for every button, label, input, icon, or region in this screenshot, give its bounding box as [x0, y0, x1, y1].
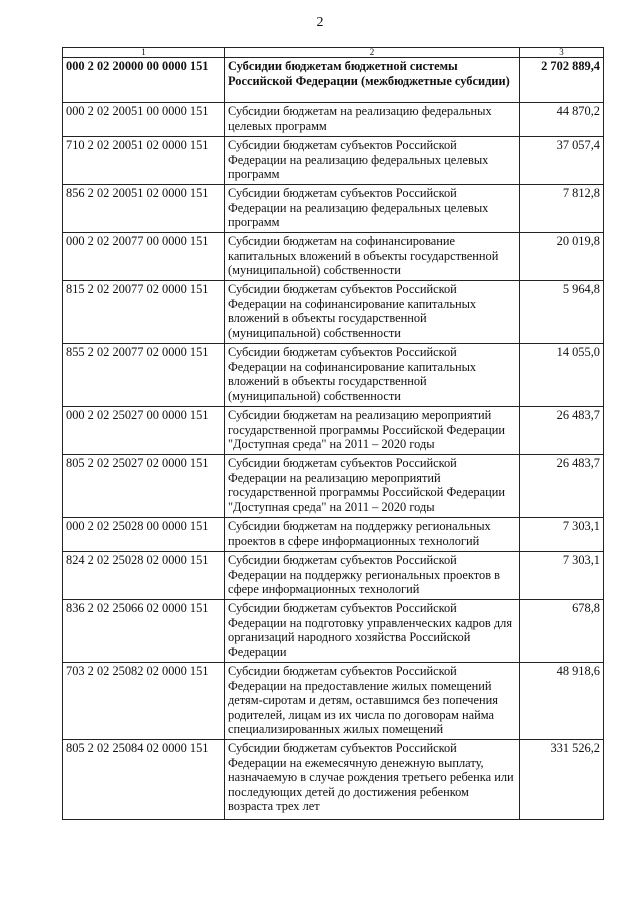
table-row [63, 518, 604, 552]
page-number: 2 [316, 15, 324, 30]
table-row [63, 740, 604, 820]
revenue-item-name: Субсидии бюджетам субъектов Российской Федерации на софинансирование капитальных вложений в объекты государственной (муниципальной) собственности [225, 344, 520, 407]
budget-classification-code: 000 2 02 20000 00 0000 151 [63, 58, 225, 103]
revenue-item-name: Субсидии бюджетам субъектов Российской Федерации на реализацию мероприятий государственной программы Российской Федерации "Доступная среда" на 2011 – 2020 годы [225, 455, 520, 518]
revenue-item-name: Субсидии бюджетам на поддержку региональных проектов в сфере информационных технологий [225, 518, 520, 552]
budget-classification-code: 703 2 02 25082 02 0000 151 [63, 663, 225, 740]
budget-classification-code: 000 2 02 25027 00 0000 151 [63, 407, 225, 455]
revenue-item-name: Субсидии бюджетам субъектов Российской Федерации на подготовку управленческих кадров для организаций народного хозяйства Российской Федерации [225, 600, 520, 663]
revenue-item-name: Субсидии бюджетам субъектов Российской Федерации на реализацию федеральных целевых программ [225, 185, 520, 233]
table-row [63, 600, 604, 663]
budget-classification-code: 824 2 02 25028 02 0000 151 [63, 552, 225, 600]
budget-classification-code: 856 2 02 20051 02 0000 151 [63, 185, 225, 233]
amount-value: 37 057,4 [520, 137, 604, 185]
budget-classification-code: 000 2 02 20051 00 0000 151 [63, 103, 225, 137]
amount-value: 26 483,7 [520, 407, 604, 455]
budget-revenue-table [62, 47, 604, 820]
amount-value: 26 483,7 [520, 455, 604, 518]
budget-classification-code: 836 2 02 25066 02 0000 151 [63, 600, 225, 663]
revenue-item-name: Субсидии бюджетам субъектов Российской Федерации на софинансирование капитальных вложений в объекты государственной (муниципальной) собственности [225, 281, 520, 344]
amount-value: 14 055,0 [520, 344, 604, 407]
amount-value: 5 964,8 [520, 281, 604, 344]
amount-value: 20 019,8 [520, 233, 604, 281]
table-row [63, 344, 604, 407]
table-row [63, 185, 604, 233]
table-row [63, 281, 604, 344]
revenue-item-name: Субсидии бюджетам субъектов Российской Федерации на реализацию федеральных целевых программ [225, 137, 520, 185]
budget-classification-code: 000 2 02 20077 00 0000 151 [63, 233, 225, 281]
budget-classification-code: 000 2 02 25028 00 0000 151 [63, 518, 225, 552]
table-row [63, 455, 604, 518]
revenue-item-name: Субсидии бюджетам на софинансирование капитальных вложений в объекты государственной (муниципальной) собственности [225, 233, 520, 281]
budget-classification-code: 805 2 02 25027 02 0000 151 [63, 455, 225, 518]
revenue-item-name: Субсидии бюджетам субъектов Российской Федерации на ежемесячную денежную выплату, назначаемую в случае рождения третьего ребенка или последующих детей до достижения ребенком возраста трех лет [225, 740, 520, 820]
amount-value: 2 702 889,4 [520, 58, 604, 103]
amount-value: 48 918,6 [520, 663, 604, 740]
revenue-item-name: Субсидии бюджетам на реализацию федеральных целевых программ [225, 103, 520, 137]
amount-value: 678,8 [520, 600, 604, 663]
amount-value: 7 303,1 [520, 552, 604, 600]
amount-value: 7 303,1 [520, 518, 604, 552]
amount-value: 44 870,2 [520, 103, 604, 137]
table-row [63, 663, 604, 740]
table-row [63, 103, 604, 137]
budget-classification-code: 855 2 02 20077 02 0000 151 [63, 344, 225, 407]
table-body [63, 48, 604, 820]
column-number-1: 1 [63, 48, 225, 58]
budget-classification-code: 805 2 02 25084 02 0000 151 [63, 740, 225, 820]
table-row [63, 137, 604, 185]
table-row [63, 233, 604, 281]
revenue-item-name: Субсидии бюджетам субъектов Российской Федерации на поддержку региональных проектов в сфере информационных технологий [225, 552, 520, 600]
amount-value: 331 526,2 [520, 740, 604, 820]
column-number-3: 3 [520, 48, 604, 58]
revenue-item-name: Субсидии бюджетам субъектов Российской Федерации на предоставление жилых помещений детям-сиротам и детям, оставшимся без попечения родителей, лицам из их числа по договорам найма специализированных жилых помещений [225, 663, 520, 740]
table-row [63, 552, 604, 600]
budget-classification-code: 710 2 02 20051 02 0000 151 [63, 137, 225, 185]
column-number-2: 2 [225, 48, 520, 58]
table-row [63, 407, 604, 455]
column-number-header-row [63, 48, 604, 58]
amount-value: 7 812,8 [520, 185, 604, 233]
table-row [63, 58, 604, 103]
revenue-item-name: Субсидии бюджетам бюджетной системы Российской Федерации (межбюджетные субсидии) [225, 58, 520, 103]
revenue-item-name: Субсидии бюджетам на реализацию мероприятий государственной программы Российской Федерации "Доступная среда" на 2011 – 2020 годы [225, 407, 520, 455]
budget-classification-code: 815 2 02 20077 02 0000 151 [63, 281, 225, 344]
